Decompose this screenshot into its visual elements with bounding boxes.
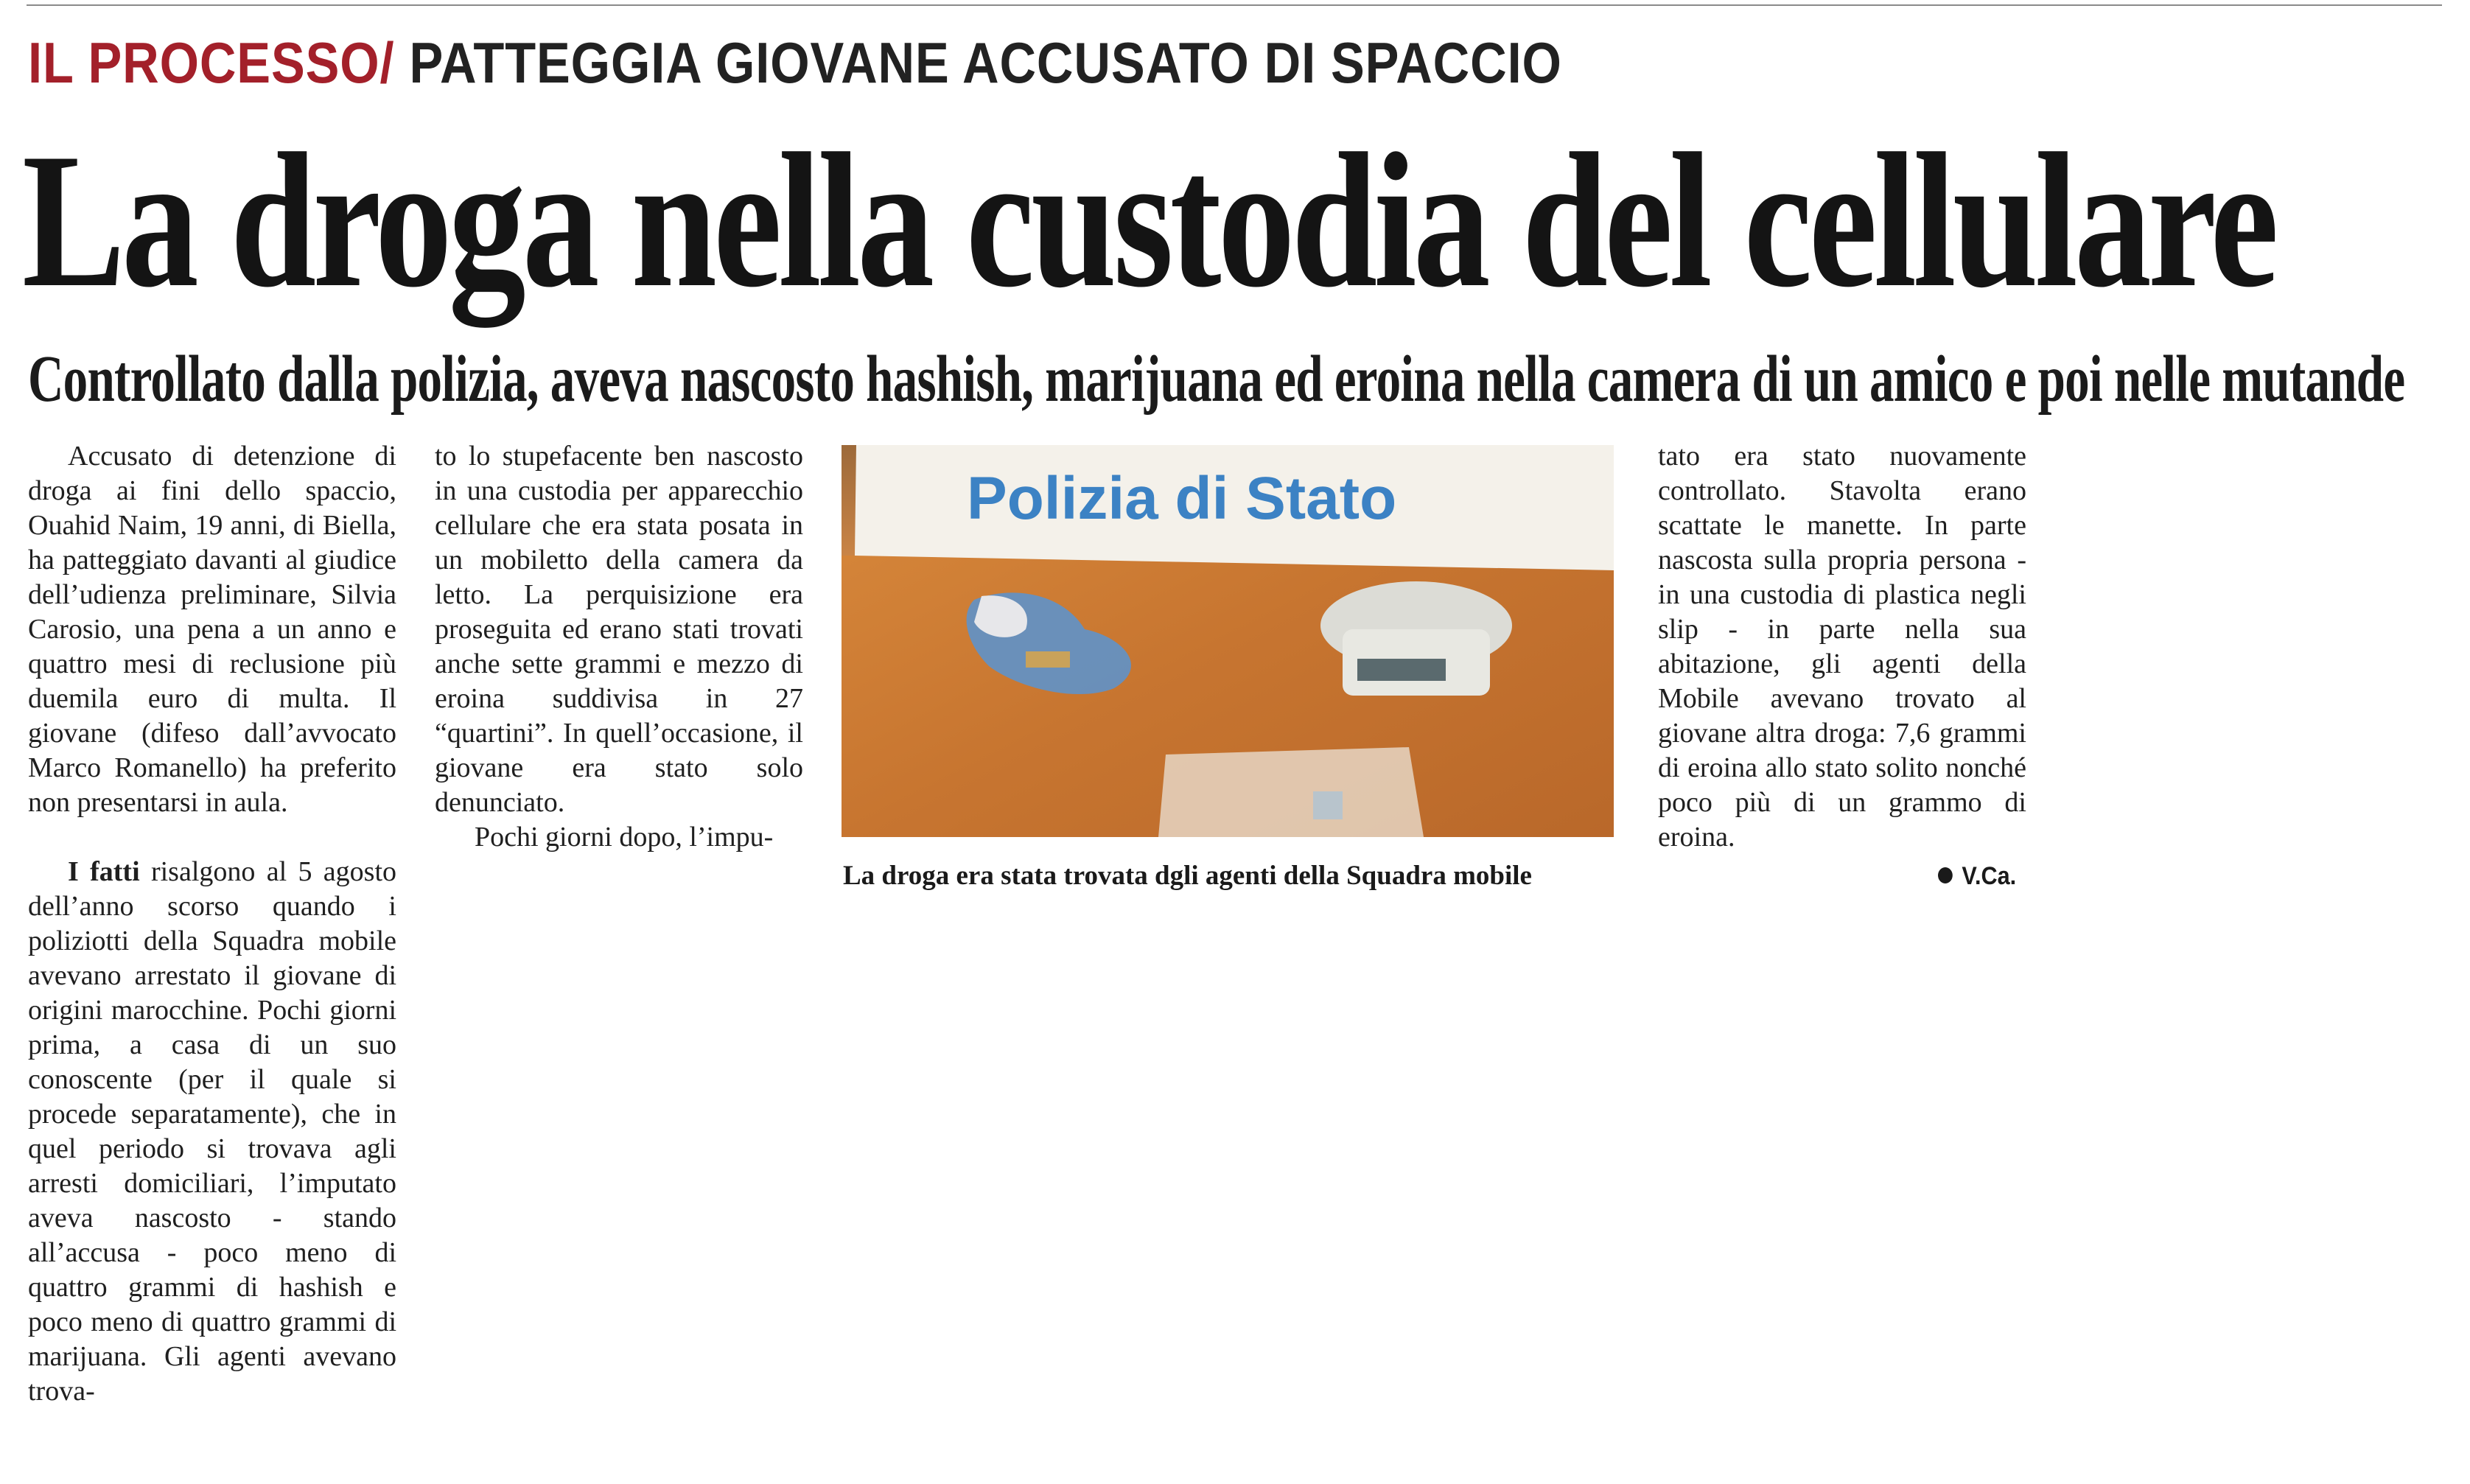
article-photo xyxy=(842,445,1614,837)
headline: La droga nella custodia del cellulare xyxy=(22,113,2275,327)
article-paragraph: Accusato di detenzione di droga ai fini dello spaccio, Ouahid Naim, 19 anni, di Biella, ha patteggiato davanti al giudice dell’udienza preliminare, Silvia Carosio, una pena a un anno e quattro mesi di reclusione più duemila euro di multa. Il giovane (difeso dall’avvocato Marco Romanello) ha preferito non presentarsi in aula. xyxy=(28,441,396,818)
police-sign-text: Polizia di Stato xyxy=(967,465,1397,532)
kicker-section: IL PROCESSO/ xyxy=(28,30,395,95)
article-column-2 xyxy=(435,439,803,855)
article-column-3 xyxy=(1658,439,2026,855)
paragraph-body: risalgono al 5 agosto dell’anno scorso quando i poliziotti della Squadra mobile avevano arrestato il giovane di origini marocchine. Pochi giorni prima, a casa di un suo conoscente (per il quale si procede separatamente), che in quel periodo si trovava agli arresti domiciliari, l’imputato aveva nascosto - stando all’accusa - poco meno di quattro grammi di hashish e poco meno di quattro grammi di marijuana. Gli agenti avevano trova- xyxy=(28,856,397,1407)
article-paragraph: Pochi giorni dopo, l’impu- xyxy=(475,822,774,853)
kicker xyxy=(28,29,1562,103)
drug-packets xyxy=(1026,651,1070,668)
scale-display xyxy=(1357,659,1446,681)
article-paragraph: to lo stupefacente ben nascosto in una custodia per apparecchio cellulare che era stata posata in un mobiletto della camera da letto. La perquisizione era proseguita ed erano stati trovati anche sette grammi e mezzo di eroina suddivisa in 27 “quartini”. In quell’occasione, il giovane era stato solo denunciato. xyxy=(435,441,803,818)
article-paragraph: tato era stato nuovamente controllato. Stavolta erano scattate le manette. In parte nascosta sulla propria persona - in una custodia di plastica negli slip - in parte nella sua abitazione, gli agenti della Mobile avevano trovato al giovane altra droga: 7,6 grammi di eroina allo stato solito nonché poco più di un grammo di eroina. xyxy=(1658,441,2026,853)
paragraph-lead: I fatti xyxy=(68,856,140,887)
photo-caption: La droga era stata trovata dgli agenti della Squadra mobile xyxy=(843,861,1532,891)
author-signature xyxy=(1938,859,2016,893)
article-column-1 xyxy=(28,439,396,1409)
bullet-dot-icon xyxy=(1938,867,1953,883)
top-rule xyxy=(27,4,2442,6)
plastic-bag xyxy=(1158,747,1424,837)
subheadline: Controllato dalla polizia, aveva nascosto hashish, marijuana ed eroina nella camera di un amico e poi nelle mutande xyxy=(28,343,2405,416)
small-sachet xyxy=(1313,791,1343,819)
kicker-topic: PATTEGGIA GIOVANE ACCUSATO DI SPACCIO xyxy=(409,30,1562,95)
article-paragraph xyxy=(28,855,396,1409)
author-initials: V.Ca. xyxy=(1962,862,2017,890)
evidence-photo xyxy=(842,445,1614,837)
